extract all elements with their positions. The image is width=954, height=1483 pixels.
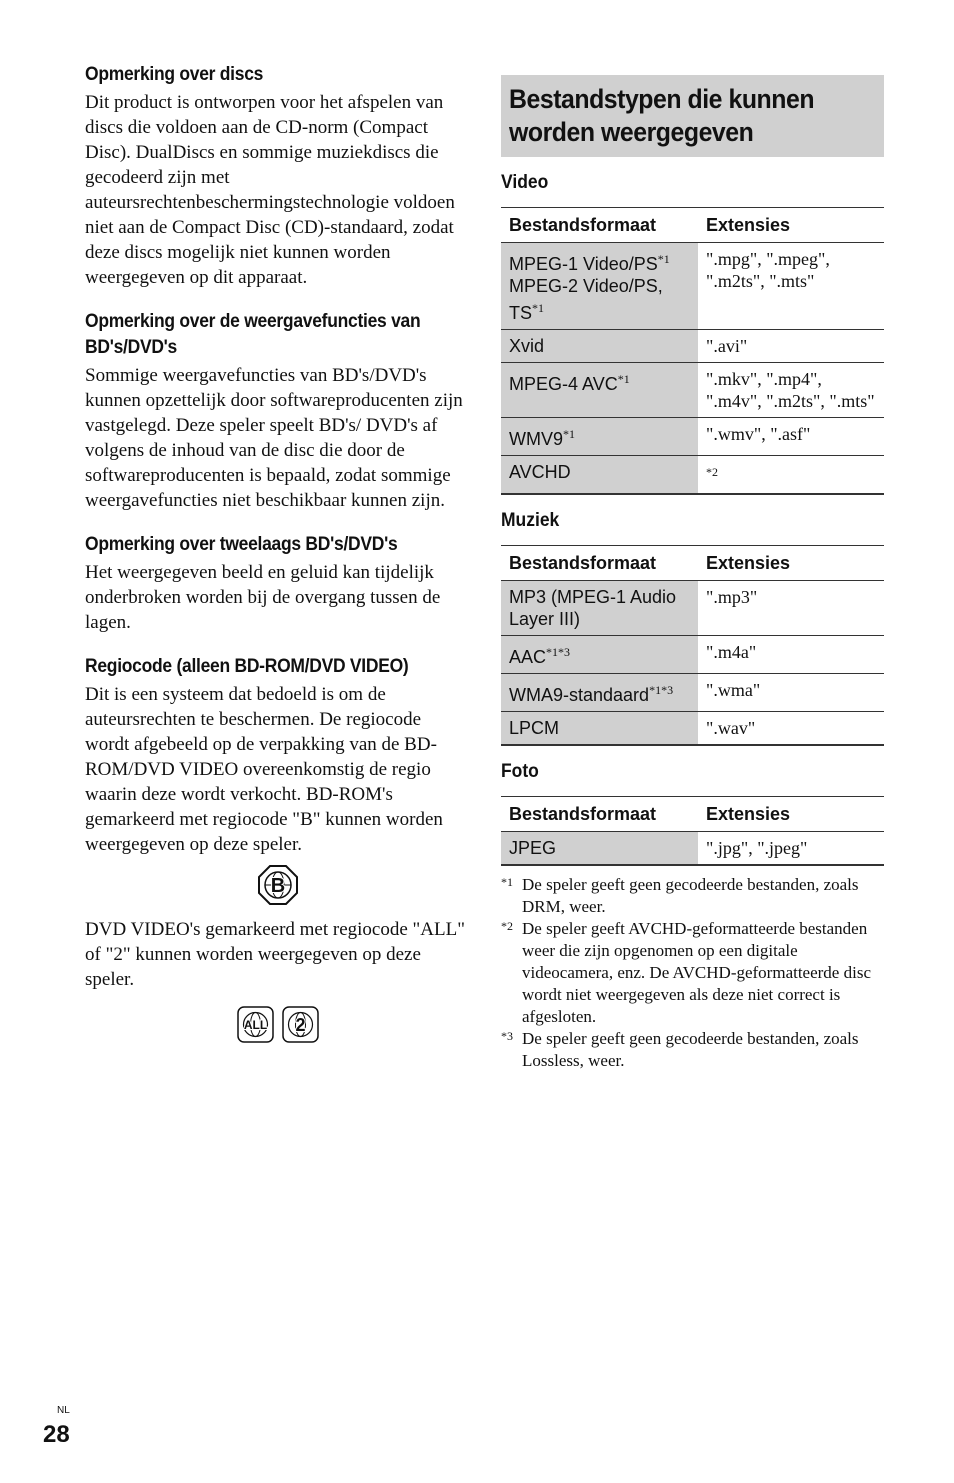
extension-cell: ".avi": [698, 330, 884, 363]
format-text: WMV9: [509, 429, 563, 449]
left-column: [85, 62, 470, 1062]
region-b-icon: [258, 865, 298, 905]
section-heading: Opmerking over tweelaags BD's/DVD's: [85, 534, 398, 555]
title-banner: [501, 75, 884, 157]
format-text: MPEG-1 Video/PS: [509, 254, 658, 274]
header-format: Bestandsformaat: [501, 208, 698, 243]
footnote-ref: *2: [706, 465, 718, 479]
footnote-mark: *2: [501, 919, 513, 933]
region-all-icon: [237, 1006, 274, 1043]
region-b-label: B: [270, 875, 285, 897]
music-heading: Muziek: [501, 510, 560, 531]
section-heading: Opmerking over discs: [85, 64, 264, 85]
section-playback-functions: [85, 309, 470, 513]
extension-cell: [698, 456, 884, 495]
region-2-icon: [282, 1006, 319, 1043]
format-text: AVCHD: [509, 462, 571, 482]
table-row: [501, 712, 884, 746]
music-table: [501, 545, 884, 746]
format-cell: [501, 636, 698, 674]
table-row: [501, 330, 884, 363]
table-header-row: [501, 208, 884, 243]
footnote-ref: *1: [657, 252, 670, 266]
header-extension: Extensies: [698, 208, 884, 243]
section-text: Dit is een systeem dat bedoeld is om de auteursrechten te beschermen. De regiocode wordt afgebeeld op de verpakking van de BD-ROM/DVD VIDEO overeenkomstig de regio waarin deze wordt verkocht. BD-ROM's gemarkeerd met regiocode "B" kunnen worden weergegeven op deze speler.: [85, 684, 443, 855]
extension-cell: ".wma": [698, 674, 884, 712]
footnote-text: De speler geeft geen gecodeerde bestanden, zoals Lossless, weer.: [522, 1029, 859, 1070]
section-region-code: [85, 654, 470, 1043]
footnote-text: De speler geeft geen gecodeerde bestanden, zoals DRM, weer.: [522, 875, 859, 916]
footnote-ref: *1*3: [546, 645, 571, 659]
page-title: Bestandstypen die kunnen worden weergegeven: [509, 84, 815, 147]
footnote-mark: *3: [501, 1029, 513, 1043]
page-language: NL: [57, 1405, 70, 1416]
footnote: [501, 918, 884, 1028]
extension-cell: ".wav": [698, 712, 884, 746]
video-heading: Video: [501, 172, 549, 193]
format-cell: [501, 330, 698, 363]
table-header-row: [501, 797, 884, 832]
table-row: [501, 418, 884, 456]
header-extension: Extensies: [698, 797, 884, 832]
section-heading: Regiocode (alleen BD-ROM/DVD VIDEO): [85, 656, 409, 677]
table-row: [501, 581, 884, 636]
extension-cell: ".jpg", ".jpeg": [698, 832, 884, 866]
section-discs: [85, 62, 470, 290]
format-cell: [501, 243, 698, 330]
header-extension: Extensies: [698, 546, 884, 581]
table-row: [501, 363, 884, 418]
section-text: Sommige weergavefuncties van BD's/DVD's kunnen opzettelijk door softwareproducenten zijn vastgelegd. Deze speler speelt BD's/ DVD's af volgens de inhoud van de disc die door de softwareproducenten is bepaald, zodat sommige weergavefuncties niet beschikbaar kunnen zijn.: [85, 365, 463, 511]
format-text: MPEG-2 Video/PS, TS: [509, 276, 663, 323]
footnote: [501, 1028, 884, 1072]
footnote-ref: *1*3: [649, 683, 674, 697]
footnote: [501, 874, 884, 918]
format-cell: [501, 832, 698, 866]
format-text: AAC: [509, 647, 547, 667]
table-row: [501, 456, 884, 495]
format-text: MPEG-4 AVC: [509, 374, 618, 394]
format-cell: [501, 581, 698, 636]
footnote-mark: *1: [501, 875, 513, 889]
extension-cell: ".m4a": [698, 636, 884, 674]
page-number: 28: [43, 1421, 70, 1448]
extension-cell: ".mkv", ".mp4", ".m4v", ".m2ts", ".mts": [698, 363, 884, 418]
region-all-label: ALL: [243, 1018, 267, 1032]
right-column: [501, 75, 884, 1072]
format-cell: [501, 674, 698, 712]
table-header-row: [501, 546, 884, 581]
region-2-label: 2: [294, 1015, 306, 1035]
extension-cell: ".mpg", ".mpeg", ".m2ts", ".mts": [698, 243, 884, 330]
table-row: [501, 832, 884, 866]
section-text: Dit product is ontworpen voor het afspelen van discs die voldoen aan de CD-norm (Compact Disc). DualDiscs en sommige muziekdiscs die gecodeerd zijn met auteursrechtenbeschermingstechnologie voldoen niet aan de Compact Disc (CD)-standaard, zodat deze discs mogelijk niet kunnen worden weergegeven op dit apparaat.: [85, 92, 455, 288]
section-text-2: DVD VIDEO's gemarkeerd met regiocode "ALL" of "2" kunnen worden weergegeven op deze speler.: [85, 919, 465, 990]
footnote-ref: *1: [563, 427, 575, 441]
extension-cell: ".wmv", ".asf": [698, 418, 884, 456]
footnotes: [501, 874, 884, 1072]
format-text: JPEG: [509, 838, 557, 858]
format-text: WMA9-standaard: [509, 685, 650, 705]
photo-heading: Foto: [501, 761, 539, 782]
format-cell: [501, 456, 698, 495]
footnote-ref: *1: [617, 372, 630, 386]
format-text: LPCM: [509, 718, 560, 738]
footnote-text: De speler geeft AVCHD-geformatteerde bestanden weer die zijn opgenomen op een digitale videocamera, enz. De AVCHD-geformatteerde disc wordt niet weergegeven als deze niet correct is afgesloten.: [522, 919, 871, 1026]
format-cell: [501, 418, 698, 456]
footnote-ref: *1: [532, 301, 545, 315]
table-row: [501, 674, 884, 712]
table-row: [501, 636, 884, 674]
format-cell: [501, 363, 698, 418]
table-row: [501, 243, 884, 330]
section-text: Het weergegeven beeld en geluid kan tijdelijk onderbroken worden bij de overgang tussen de lagen.: [85, 562, 441, 633]
video-table: [501, 207, 884, 495]
header-format: Bestandsformaat: [501, 797, 698, 832]
format-cell: [501, 712, 698, 746]
header-format: Bestandsformaat: [501, 546, 698, 581]
section-dual-layer: [85, 532, 470, 635]
section-heading: Opmerking over de weergavefuncties van BD's/DVD's: [85, 311, 421, 358]
photo-table: [501, 796, 884, 866]
format-text: Xvid: [509, 336, 545, 356]
region-dvd-icon-row: [85, 1006, 470, 1043]
format-text: MP3 (MPEG-1 Audio Layer III): [509, 587, 677, 629]
region-b-icon-row: [85, 865, 470, 905]
extension-cell: ".mp3": [698, 581, 884, 636]
